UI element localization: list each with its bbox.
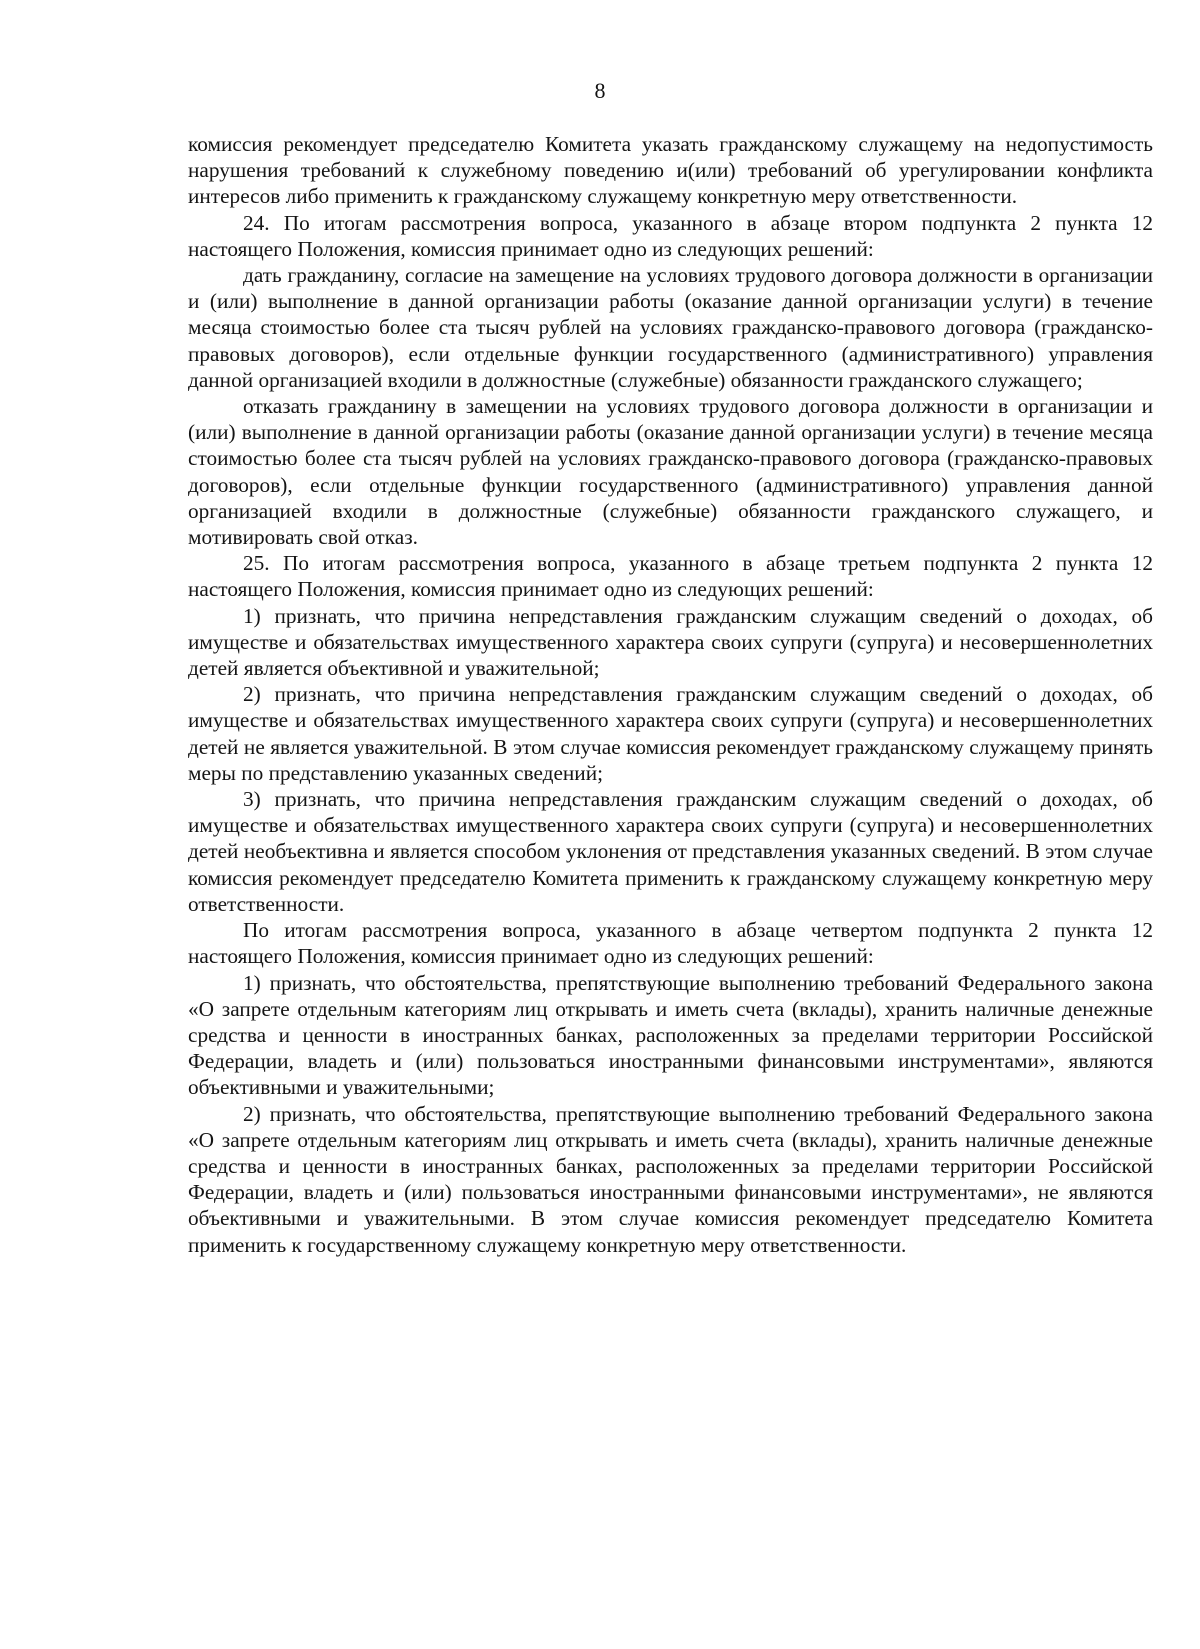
page-number: 8 bbox=[594, 78, 606, 103]
paragraph: 1) признать, что обстоятельства, препятствующие выполнению требований Федерального закона «О запрете отдельным категориям лиц открывать и иметь счета (вклады), хранить наличные денежные средства и ценности в иностранных банках, расположенных за пределами территории Российской Федерации, владеть и (или) пользоваться иностранными финансовыми инструментами», являются объективными и уважительными; bbox=[188, 970, 1153, 1100]
paragraph: комиссия рекомендует председателю Комитета указать гражданскому служащему на недопустимость нарушения требований к служебному поведению и(или) требований об урегулировании конфликта интересов либо применить к гражданскому служащему конкретную меру ответственности. bbox=[188, 132, 1153, 209]
paragraph: отказать гражданину в замещении на условиях трудового договора должности в организации и (или) выполнение в данной организации работы (оказание данной организации услуги) в течение месяца стоимостью более ста тысяч рублей на условиях гражданско-правового договора (гражданско-правовых договоров), если отдельные функции государственного (административного) управления данной организацией входили в должностные (служебные) обязанности гражданского служащего, и мотивировать свой отказ. bbox=[188, 394, 1153, 550]
paragraph: 24. По итогам рассмотрения вопроса, указанного в абзаце втором подпункта 2 пункта 12 настоящего Положения, комиссия принимает одно из следующих решений: bbox=[188, 210, 1153, 261]
paragraph: 1) признать, что причина непредставления гражданским служащим сведений о доходах, об имуществе и обязательствах имущественного характера своих супруги (супруга) и несовершеннолетних детей является объективной и уважительной; bbox=[188, 603, 1153, 681]
document-body bbox=[188, 131, 1153, 1258]
paragraph: 3) признать, что причина непредставления гражданским служащим сведений о доходах, об имуществе и обязательствах имущественного характера своих супруги (супруга) и несовершеннолетних детей необъективна и является способом уклонения от представления указанных сведений. В этом случае комиссия рекомендует председателю Комитета применить к гражданскому служащему конкретную меру ответственности. bbox=[188, 787, 1153, 916]
paragraph: 2) признать, что причина непредставления гражданским служащим сведений о доходах, об имуществе и обязательствах имущественного характера своих супруги (супруга) и несовершеннолетних детей не является уважительной. В этом случае комиссия рекомендует гражданскому служащему принять меры по представлению указанных сведений; bbox=[188, 682, 1153, 785]
paragraph: дать гражданину, согласие на замещение на условиях трудового договора должности в организации и (или) выполнение в данной организации работы (оказание данной организации услуги) в течение месяца стоимостью более ста тысяч рублей на условиях гражданско-правового договора (гражданско-правовых договоров), если отдельные функции государственного (административного) управления данной организацией входили в должностные (служебные) обязанности гражданского служащего; bbox=[188, 263, 1153, 392]
paragraph: 2) признать, что обстоятельства, препятствующие выполнению требований Федерального закона «О запрете отдельным категориям лиц открывать и иметь счета (вклады), хранить наличные денежные средства и ценности в иностранных банках, расположенных за пределами территории Российской Федерации, владеть и (или) пользоваться иностранными финансовыми инструментами», не являются объективными и уважительными. В этом случае комиссия рекомендует председателю Комитета применить к государственному служащему конкретную меру ответственности. bbox=[188, 1101, 1153, 1257]
paragraph: 25. По итогам рассмотрения вопроса, указанного в абзаце третьем подпункта 2 пункта 12 настоящего Положения, комиссия принимает одно из следующих решений: bbox=[188, 551, 1153, 602]
paragraph: По итогам рассмотрения вопроса, указанного в абзаце четвертом подпункта 2 пункта 12 настоящего Положения, комиссия принимает одно из следующих решений: bbox=[188, 918, 1153, 969]
